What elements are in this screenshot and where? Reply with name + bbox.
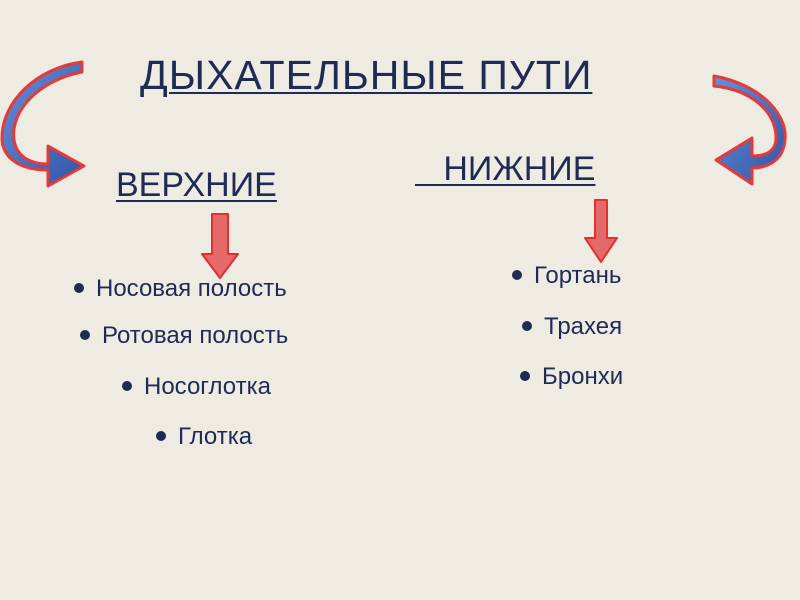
list-item-label: Гортань <box>534 262 622 289</box>
list-item-label: Трахея <box>544 313 623 340</box>
list-item <box>512 262 621 290</box>
left-curved-arrow-icon <box>2 62 84 186</box>
list-item <box>122 373 271 401</box>
list-item-label: Ротовая полость <box>102 322 289 349</box>
list-item <box>74 275 287 303</box>
bullet-icon <box>156 431 166 441</box>
list-item <box>520 363 623 391</box>
list-item <box>80 322 288 350</box>
right-curved-arrow-icon <box>714 76 785 184</box>
heading-upper: ВЕРХНИЕ <box>116 166 277 204</box>
list-item-label: Носовая полость <box>96 275 287 302</box>
down-arrow-upper-icon <box>202 214 238 278</box>
bullet-icon <box>520 371 530 381</box>
bullet-icon <box>522 321 532 331</box>
down-arrow-lower-icon <box>585 200 617 262</box>
slide-title: ДЫХАТЕЛЬНЫЕ ПУТИ <box>140 52 593 98</box>
list-item <box>522 313 622 341</box>
bullet-icon <box>122 381 132 391</box>
list-item-label: Глотка <box>178 423 253 450</box>
list-item-label: Носоглотка <box>144 373 271 400</box>
list-item <box>156 423 252 451</box>
list-item-label: Бронхи <box>542 363 624 390</box>
heading-lower: НИЖНИЕ <box>415 150 596 188</box>
bullet-icon <box>80 330 90 340</box>
bullet-icon <box>74 283 84 293</box>
bullet-icon <box>512 270 522 280</box>
